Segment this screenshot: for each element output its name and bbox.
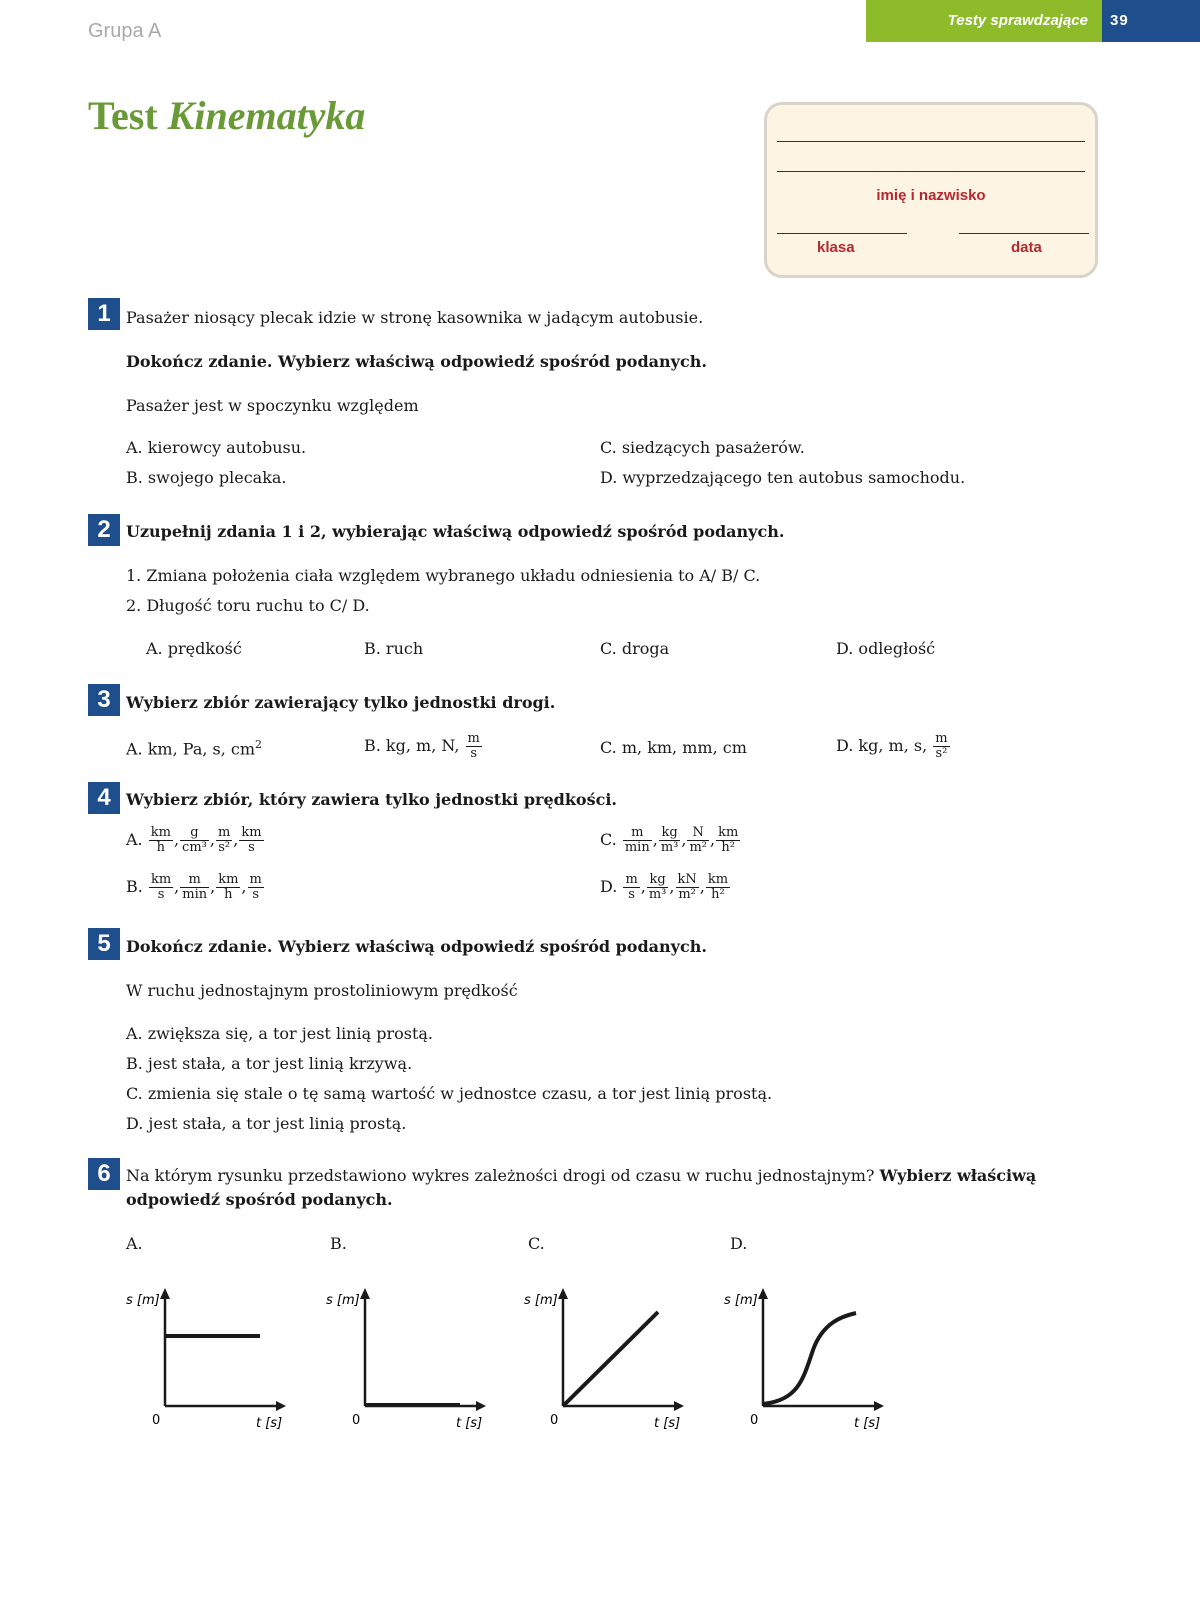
separator: , <box>209 830 215 849</box>
numerator: kN <box>677 872 697 887</box>
separator: , <box>669 877 675 896</box>
answer-option[interactable]: C. zmienia się stale o tę samą wartość w jednostce czasu, a tor jest linią prostą. <box>126 1084 773 1103</box>
y-axis-label: s [m] <box>724 1293 758 1308</box>
question-3-instruction: Wybierz zbiór zawierający tylko jednostki drogi. <box>126 693 556 712</box>
question-2-sentence-1: 1. Zmiana położenia ciała względem wybranego układu odniesienia to A/ B/ C. <box>126 566 761 585</box>
question-1-intro: Pasażer niosący plecak idzie w stronę kasownika w jadącym autobusie. <box>126 308 704 327</box>
page-number: 39 <box>1110 12 1129 29</box>
denominator: h <box>156 840 166 855</box>
name-label: imię i nazwisko <box>876 187 986 204</box>
y-axis-label: s [m] <box>326 1293 360 1308</box>
answer-option[interactable]: A. kierowcy autobusu. <box>126 438 307 457</box>
x-axis-label: t [s] <box>854 1416 881 1431</box>
unit-fraction <box>248 873 264 902</box>
x-axis-arrow <box>874 1401 884 1411</box>
separator: , <box>652 830 658 849</box>
answer-option[interactable]: D. jest stała, a tor jest linią prostą. <box>126 1114 407 1133</box>
denominator: h <box>224 887 233 902</box>
unit-list <box>622 872 731 902</box>
date-label: data <box>1011 239 1042 256</box>
name-line-2[interactable] <box>777 171 1085 172</box>
x-axis-label: t [s] <box>256 1416 283 1431</box>
answer-option[interactable] <box>600 873 731 902</box>
answer-option[interactable]: A. prędkość <box>146 639 242 658</box>
option-label: A. <box>126 830 143 849</box>
answer-option[interactable] <box>126 826 265 855</box>
question-number: 1 <box>88 298 120 330</box>
answer-option[interactable]: C. m, km, mm, cm <box>600 738 747 757</box>
numerator: km <box>718 825 739 840</box>
separator: , <box>710 830 716 849</box>
numerator: kg <box>659 826 681 841</box>
denominator: s² <box>218 840 231 855</box>
answer-option[interactable] <box>126 873 265 902</box>
numerator: m <box>623 826 652 841</box>
question-6-instruction-cont: odpowiedź spośród podanych. <box>126 1190 393 1209</box>
unit-fraction <box>676 873 699 902</box>
separator: , <box>640 877 646 896</box>
unit-list <box>622 825 741 855</box>
question-5-stem: W ruchu jednostajnym prostoliniowym prędkość <box>126 981 518 1000</box>
x-axis-arrow <box>476 1401 486 1411</box>
unit-fraction <box>149 873 173 902</box>
question-1-stem: Pasażer jest w spoczynku względem <box>126 396 419 415</box>
unit-fraction <box>180 873 209 902</box>
group-label: Grupa A <box>88 20 162 42</box>
unit-fraction <box>239 826 263 855</box>
denominator: s <box>470 746 478 761</box>
numerator: km <box>218 872 239 887</box>
graph-zero[interactable] <box>320 1280 490 1440</box>
numerator: m <box>467 731 480 746</box>
denominator: s <box>157 887 165 902</box>
answer-option[interactable]: A. zwiększa się, a tor jest linią prostą. <box>126 1024 434 1043</box>
x-axis-arrow <box>276 1401 286 1411</box>
answer-option[interactable]: B. ruch <box>364 639 424 658</box>
answer-option[interactable] <box>600 826 741 855</box>
student-info-box <box>764 102 1098 278</box>
unit-fraction <box>623 826 652 855</box>
page-number-banner <box>1102 0 1200 42</box>
numerator: m <box>625 872 638 887</box>
denominator: min <box>182 887 208 902</box>
separator: , <box>174 877 180 896</box>
numerator: kg <box>647 873 669 888</box>
separator: , <box>210 877 216 896</box>
graph-option-label[interactable]: C. <box>528 1234 545 1253</box>
question-number: 3 <box>88 684 120 716</box>
y-axis-arrow <box>360 1288 370 1299</box>
numerator: g <box>180 826 209 841</box>
question-5-instruction: Dokończ zdanie. Wybierz właściwą odpowiedź spośród podanych. <box>126 937 707 956</box>
numerator: m <box>935 731 948 746</box>
section-banner <box>866 0 1102 42</box>
answer-option[interactable]: C. siedzących pasażerów. <box>600 438 805 457</box>
y-axis-arrow <box>160 1288 170 1299</box>
answer-option[interactable]: B. jest stała, a tor jest linią krzywą. <box>126 1054 413 1073</box>
denominator: s² <box>935 746 948 761</box>
answer-option[interactable]: D. odległość <box>836 639 936 658</box>
answer-option[interactable]: C. droga <box>600 639 670 658</box>
title-prefix: Test <box>88 93 158 138</box>
unit-fraction <box>687 826 709 855</box>
option-text: A. km, Pa, s, cm <box>126 739 256 759</box>
answer-option[interactable] <box>364 732 483 761</box>
question-number: 5 <box>88 928 120 960</box>
graph-s-curve[interactable] <box>718 1280 888 1440</box>
question-6-instruction: Wybierz właściwą <box>879 1166 1037 1185</box>
origin-label: 0 <box>550 1413 559 1428</box>
unit-fraction <box>149 826 173 855</box>
graph-constant[interactable] <box>120 1280 290 1440</box>
numerator: m <box>180 873 209 888</box>
page-title <box>88 92 365 139</box>
separator: , <box>681 830 687 849</box>
option-label: B. <box>126 877 143 896</box>
separator: , <box>699 877 705 896</box>
question-number: 6 <box>88 1158 120 1190</box>
unit-list <box>148 825 265 855</box>
question-number: 4 <box>88 782 120 814</box>
question-number: 2 <box>88 514 120 546</box>
origin-label: 0 <box>352 1413 361 1428</box>
graph-line <box>763 1313 856 1404</box>
unit-fraction <box>647 873 669 902</box>
numerator: km <box>150 825 171 840</box>
denominator: min <box>624 840 650 855</box>
x-axis-label: t [s] <box>654 1416 681 1431</box>
numerator: N <box>687 826 709 841</box>
y-axis-label: s [m] <box>126 1293 160 1308</box>
option-text: B. kg, m, N, <box>364 736 460 755</box>
answer-option[interactable]: D. wyprzedzającego ten autobus samochodu. <box>600 468 966 487</box>
unit-fraction <box>706 873 730 902</box>
title-subject: Kinematyka <box>167 93 366 138</box>
denominator: h² <box>711 887 725 902</box>
denominator: h² <box>721 840 735 855</box>
question-4-instruction: Wybierz zbiór, który zawiera tylko jednostki prędkości. <box>126 790 617 809</box>
graph-option-label[interactable]: A. <box>126 1234 143 1253</box>
option-label: D. <box>600 877 618 896</box>
question-6-question: Na którym rysunku przedstawiono wykres zależności drogi od czasu w ruchu jednostajnym? <box>126 1166 875 1185</box>
x-axis-arrow <box>674 1401 684 1411</box>
denominator: m² <box>689 840 707 855</box>
class-label: klasa <box>817 239 855 256</box>
y-axis-arrow <box>558 1288 568 1299</box>
graph-linear[interactable] <box>518 1280 688 1440</box>
question-1-instruction: Dokończ zdanie. Wybierz właściwą odpowiedź spośród podanych. <box>126 352 707 371</box>
separator: , <box>233 830 239 849</box>
option-text: D. kg, m, s, <box>836 736 928 755</box>
numerator: km <box>150 872 172 887</box>
numerator: m <box>249 872 262 887</box>
unit-fraction <box>216 826 232 855</box>
name-line-1[interactable] <box>777 141 1085 142</box>
denominator: s <box>252 887 260 902</box>
origin-label: 0 <box>152 1413 161 1428</box>
y-axis-arrow <box>758 1288 768 1299</box>
y-axis-label: s [m] <box>524 1293 558 1308</box>
graph-option-label[interactable]: B. <box>330 1234 347 1253</box>
unit-list <box>148 872 265 902</box>
question-2-instruction: Uzupełnij zdania 1 i 2, wybierając właściwą odpowiedź spośród podanych. <box>126 522 785 541</box>
answer-option[interactable] <box>836 732 951 761</box>
unit-fraction <box>466 732 482 761</box>
graph-option-label[interactable]: D. <box>730 1234 748 1253</box>
denominator: m³ <box>660 840 679 855</box>
question-2-sentence-2: 2. Długość toru ruchu to C/ D. <box>126 596 370 615</box>
graph-line <box>563 1312 658 1406</box>
numerator: m <box>217 825 231 840</box>
superscript: 2 <box>255 738 263 751</box>
section-title: Testy sprawdzające <box>947 12 1088 29</box>
unit-fraction <box>216 873 240 902</box>
denominator: cm³ <box>182 840 207 855</box>
class-line[interactable] <box>777 233 907 234</box>
x-axis-label: t [s] <box>456 1416 483 1431</box>
separator: , <box>241 877 247 896</box>
denominator: s <box>248 840 255 855</box>
answer-option[interactable]: B. swojego plecaka. <box>126 468 287 487</box>
numerator: km <box>707 872 729 887</box>
origin-label: 0 <box>750 1413 759 1428</box>
unit-fraction <box>180 826 209 855</box>
unit-fraction <box>716 826 740 855</box>
denominator: m² <box>678 887 696 902</box>
denominator: m³ <box>648 887 667 902</box>
question-6-text <box>126 1166 1036 1185</box>
numerator: km <box>241 825 262 840</box>
denominator: s <box>628 887 635 902</box>
date-line[interactable] <box>959 233 1089 234</box>
unit-fraction <box>623 873 639 902</box>
answer-option[interactable] <box>126 738 262 758</box>
option-label: C. <box>600 830 617 849</box>
separator: , <box>173 830 180 849</box>
unit-fraction <box>933 732 949 761</box>
unit-fraction <box>659 826 681 855</box>
